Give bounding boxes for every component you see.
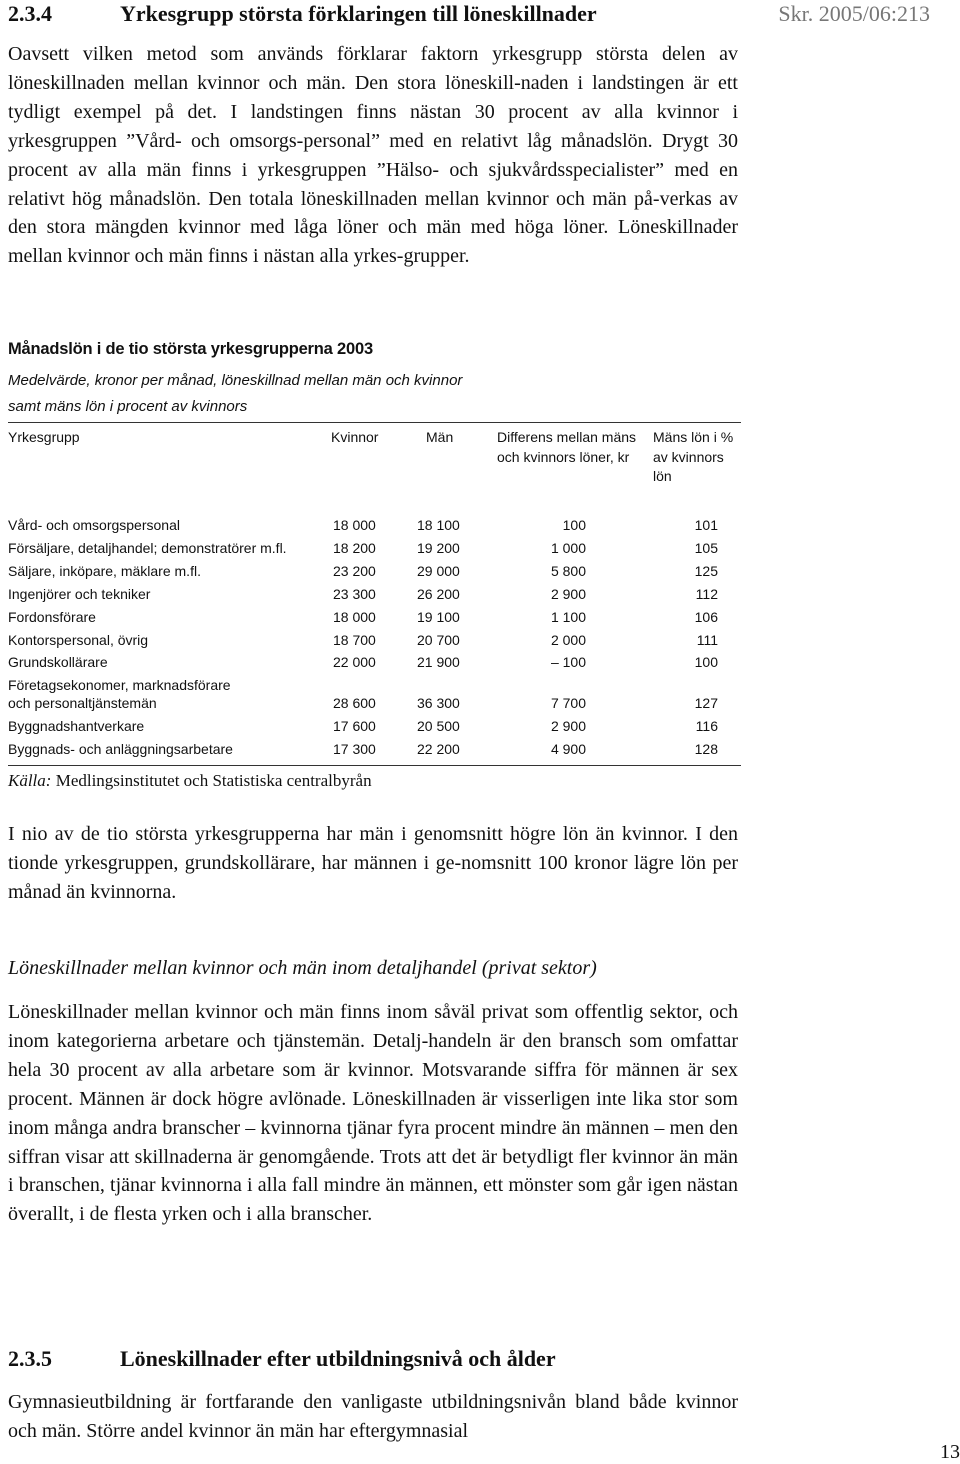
cell-percent: 128 xyxy=(694,741,718,757)
table-source xyxy=(8,771,372,791)
cell-difference: 1 000 xyxy=(550,540,586,556)
cell-men: 36 300 xyxy=(417,695,460,711)
cell-men: 19 200 xyxy=(417,540,460,556)
table-row xyxy=(8,584,741,604)
table-subtitle: Medelvärde, kronor per månad, löneskillnad mellan män och kvinnor xyxy=(8,372,463,389)
cell-percent: 100 xyxy=(694,654,718,670)
cell-group-line-1: Företagsekonomer, marknadsförare xyxy=(8,677,231,693)
table-row xyxy=(8,607,741,627)
table-row xyxy=(8,652,741,672)
cell-women: 23 200 xyxy=(333,563,376,579)
cell-percent: 116 xyxy=(695,718,718,734)
source-text: Medlingsinstitutet och Statistiska centralbyrån xyxy=(55,771,372,790)
paragraph-retail: Löneskillnader mellan kvinnor och män finns inom såväl privat som offentlig sektor, och inom kategorierna arbetare och tjänstemän. Detalj-handeln är den bransch som omfattar hela 30 procent av alla arbetare som är kvinnor. Motsvarande siffra för männen är sex procent. Männen är dock högre avlönade. Löneskillnaden är visserligen inte lika stor som inom många andra branscher – kvinnorna tjänar fyra procent mindre än männen – men den siffran visar att skillnaderna är genomgående. Trots att det är betydligt fler kvinnor än män i branschen, tjänar kvinnorna i alla fall mindre än männen, ett mönster som går igen nästan överallt, i de flesta yrken och i alla branscher. xyxy=(8,1001,738,1226)
cell-difference: 100 xyxy=(562,517,586,533)
cell-women: 17 600 xyxy=(333,718,376,734)
cell-percent: 105 xyxy=(694,540,718,556)
section-heading-education xyxy=(8,1346,556,1372)
column-header-difference: Differens mellan mäns och kvinnors löner, kr xyxy=(497,429,637,465)
cell-group: Fordonsförare xyxy=(8,609,96,625)
cell-difference: 1 100 xyxy=(550,609,586,625)
table-top-rule xyxy=(8,422,741,423)
source-label: Källa: xyxy=(8,771,52,790)
table-row xyxy=(8,538,741,558)
section-number: 2.3.5 xyxy=(8,1346,52,1371)
cell-difference: 2 000 xyxy=(550,632,586,648)
cell-difference: 4 900 xyxy=(550,741,586,757)
subheading-retail: Löneskillnader mellan kvinnor och män inom detaljhandel (privat sektor) xyxy=(8,957,597,979)
cell-women: 23 300 xyxy=(333,586,376,602)
cell-group: och personaltjänstemän xyxy=(8,695,157,711)
cell-group: Säljare, inköpare, mäklare m.fl. xyxy=(8,563,201,579)
paragraph-intro: Oavsett vilken metod som används förklarar faktorn yrkesgrupp största delen av löneskillnaden mellan kvinnor och män. Den stora löneskill-naden i landstingen är ett tydligt exempel på det. I landstingen finns nästan 30 procent av alla kvinnor i yrkesgruppen ”Vård- och omsorgs-personal” med en relativt låg månadslön. Drygt 30 procent av alla män finns i yrkesgruppen ”Hälso- och sjukvårdsspecialister” med en relativt hög månadslön. Den totala löneskillnaden mellan kvinnor och män på-verkas av den stora mängden kvinnor med låga löner och män med höga löner. Löneskillnader mellan kvinnor och män finns i nästan alla yrkes-grupper. xyxy=(8,43,738,268)
cell-men: 20 500 xyxy=(417,718,460,734)
table-title: Månadslön i de tio största yrkesgrupperna 2003 xyxy=(8,340,373,358)
cell-men: 20 700 xyxy=(417,632,460,648)
cell-percent: 111 xyxy=(696,632,718,648)
table-row xyxy=(8,515,741,535)
cell-group: Försäljare, detaljhandel; demonstratörer m.fl. xyxy=(8,540,287,556)
section-heading xyxy=(8,0,738,28)
cell-group: Byggnadshantverkare xyxy=(8,718,145,734)
paragraph-education: Gymnasieutbildning är fortfarande den vanligaste utbildningsnivån bland både kvinnor och män. Större andel kvinnor än män har eftergymnasial xyxy=(8,1391,738,1442)
table-row xyxy=(8,677,741,713)
cell-group: Byggnads- och anläggningsarbetare xyxy=(8,741,233,757)
section-number: 2.3.4 xyxy=(8,1,52,26)
cell-group: Grundskollärare xyxy=(8,654,108,670)
document-reference: Skr. 2005/06:213 xyxy=(778,1,930,26)
cell-men: 21 900 xyxy=(417,654,460,670)
column-header-women: Kvinnor xyxy=(331,429,379,445)
column-header-group: Yrkesgrupp xyxy=(8,429,80,445)
cell-women: 22 000 xyxy=(333,654,376,670)
cell-difference: – 100 xyxy=(550,654,586,670)
cell-difference: 5 800 xyxy=(550,563,586,579)
cell-group: Vård- och omsorgspersonal xyxy=(8,517,180,533)
cell-percent: 101 xyxy=(694,517,718,533)
paragraph-summary: I nio av de tio största yrkesgrupperna har män i genomsnitt högre lön än kvinnor. I den tionde yrkesgruppen, grundskollärare, har männen i ge-nomsnitt 100 kronor lägre lön per månad än kvinnorna. xyxy=(8,823,738,903)
column-header-men: Män xyxy=(426,429,454,445)
column-header-percent: Mäns lön i % av kvinnors lön xyxy=(653,429,734,484)
table-subtitle: samt mäns lön i procent av kvinnors xyxy=(8,398,248,415)
cell-women: 28 600 xyxy=(333,695,376,711)
cell-percent: 125 xyxy=(694,563,718,579)
cell-percent: 127 xyxy=(694,695,718,711)
cell-men: 18 100 xyxy=(417,517,460,533)
table-row xyxy=(8,739,741,759)
cell-group: Kontorspersonal, övrig xyxy=(8,632,149,648)
page-number: 13 xyxy=(940,1441,960,1463)
cell-women: 18 200 xyxy=(333,540,376,556)
cell-women: 18 000 xyxy=(333,517,376,533)
cell-women: 18 700 xyxy=(333,632,376,648)
cell-percent: 112 xyxy=(695,586,718,602)
section-title: Löneskillnader efter utbildningsnivå och ålder xyxy=(120,1346,556,1371)
cell-men: 22 200 xyxy=(417,741,460,757)
table-row xyxy=(8,716,741,736)
section-title: Yrkesgrupp största förklaringen till löneskillnader xyxy=(120,1,597,26)
cell-men: 29 000 xyxy=(417,563,460,579)
table-bottom-rule xyxy=(8,765,741,766)
table-row xyxy=(8,561,741,581)
cell-percent: 106 xyxy=(694,609,718,625)
cell-men: 26 200 xyxy=(417,586,460,602)
cell-women: 18 000 xyxy=(333,609,376,625)
cell-difference: 7 700 xyxy=(550,695,586,711)
table-row xyxy=(8,630,741,650)
cell-women: 17 300 xyxy=(333,741,376,757)
cell-group: Ingenjörer och tekniker xyxy=(8,586,151,602)
cell-difference: 2 900 xyxy=(550,718,586,734)
cell-men: 19 100 xyxy=(417,609,460,625)
cell-difference: 2 900 xyxy=(550,586,586,602)
